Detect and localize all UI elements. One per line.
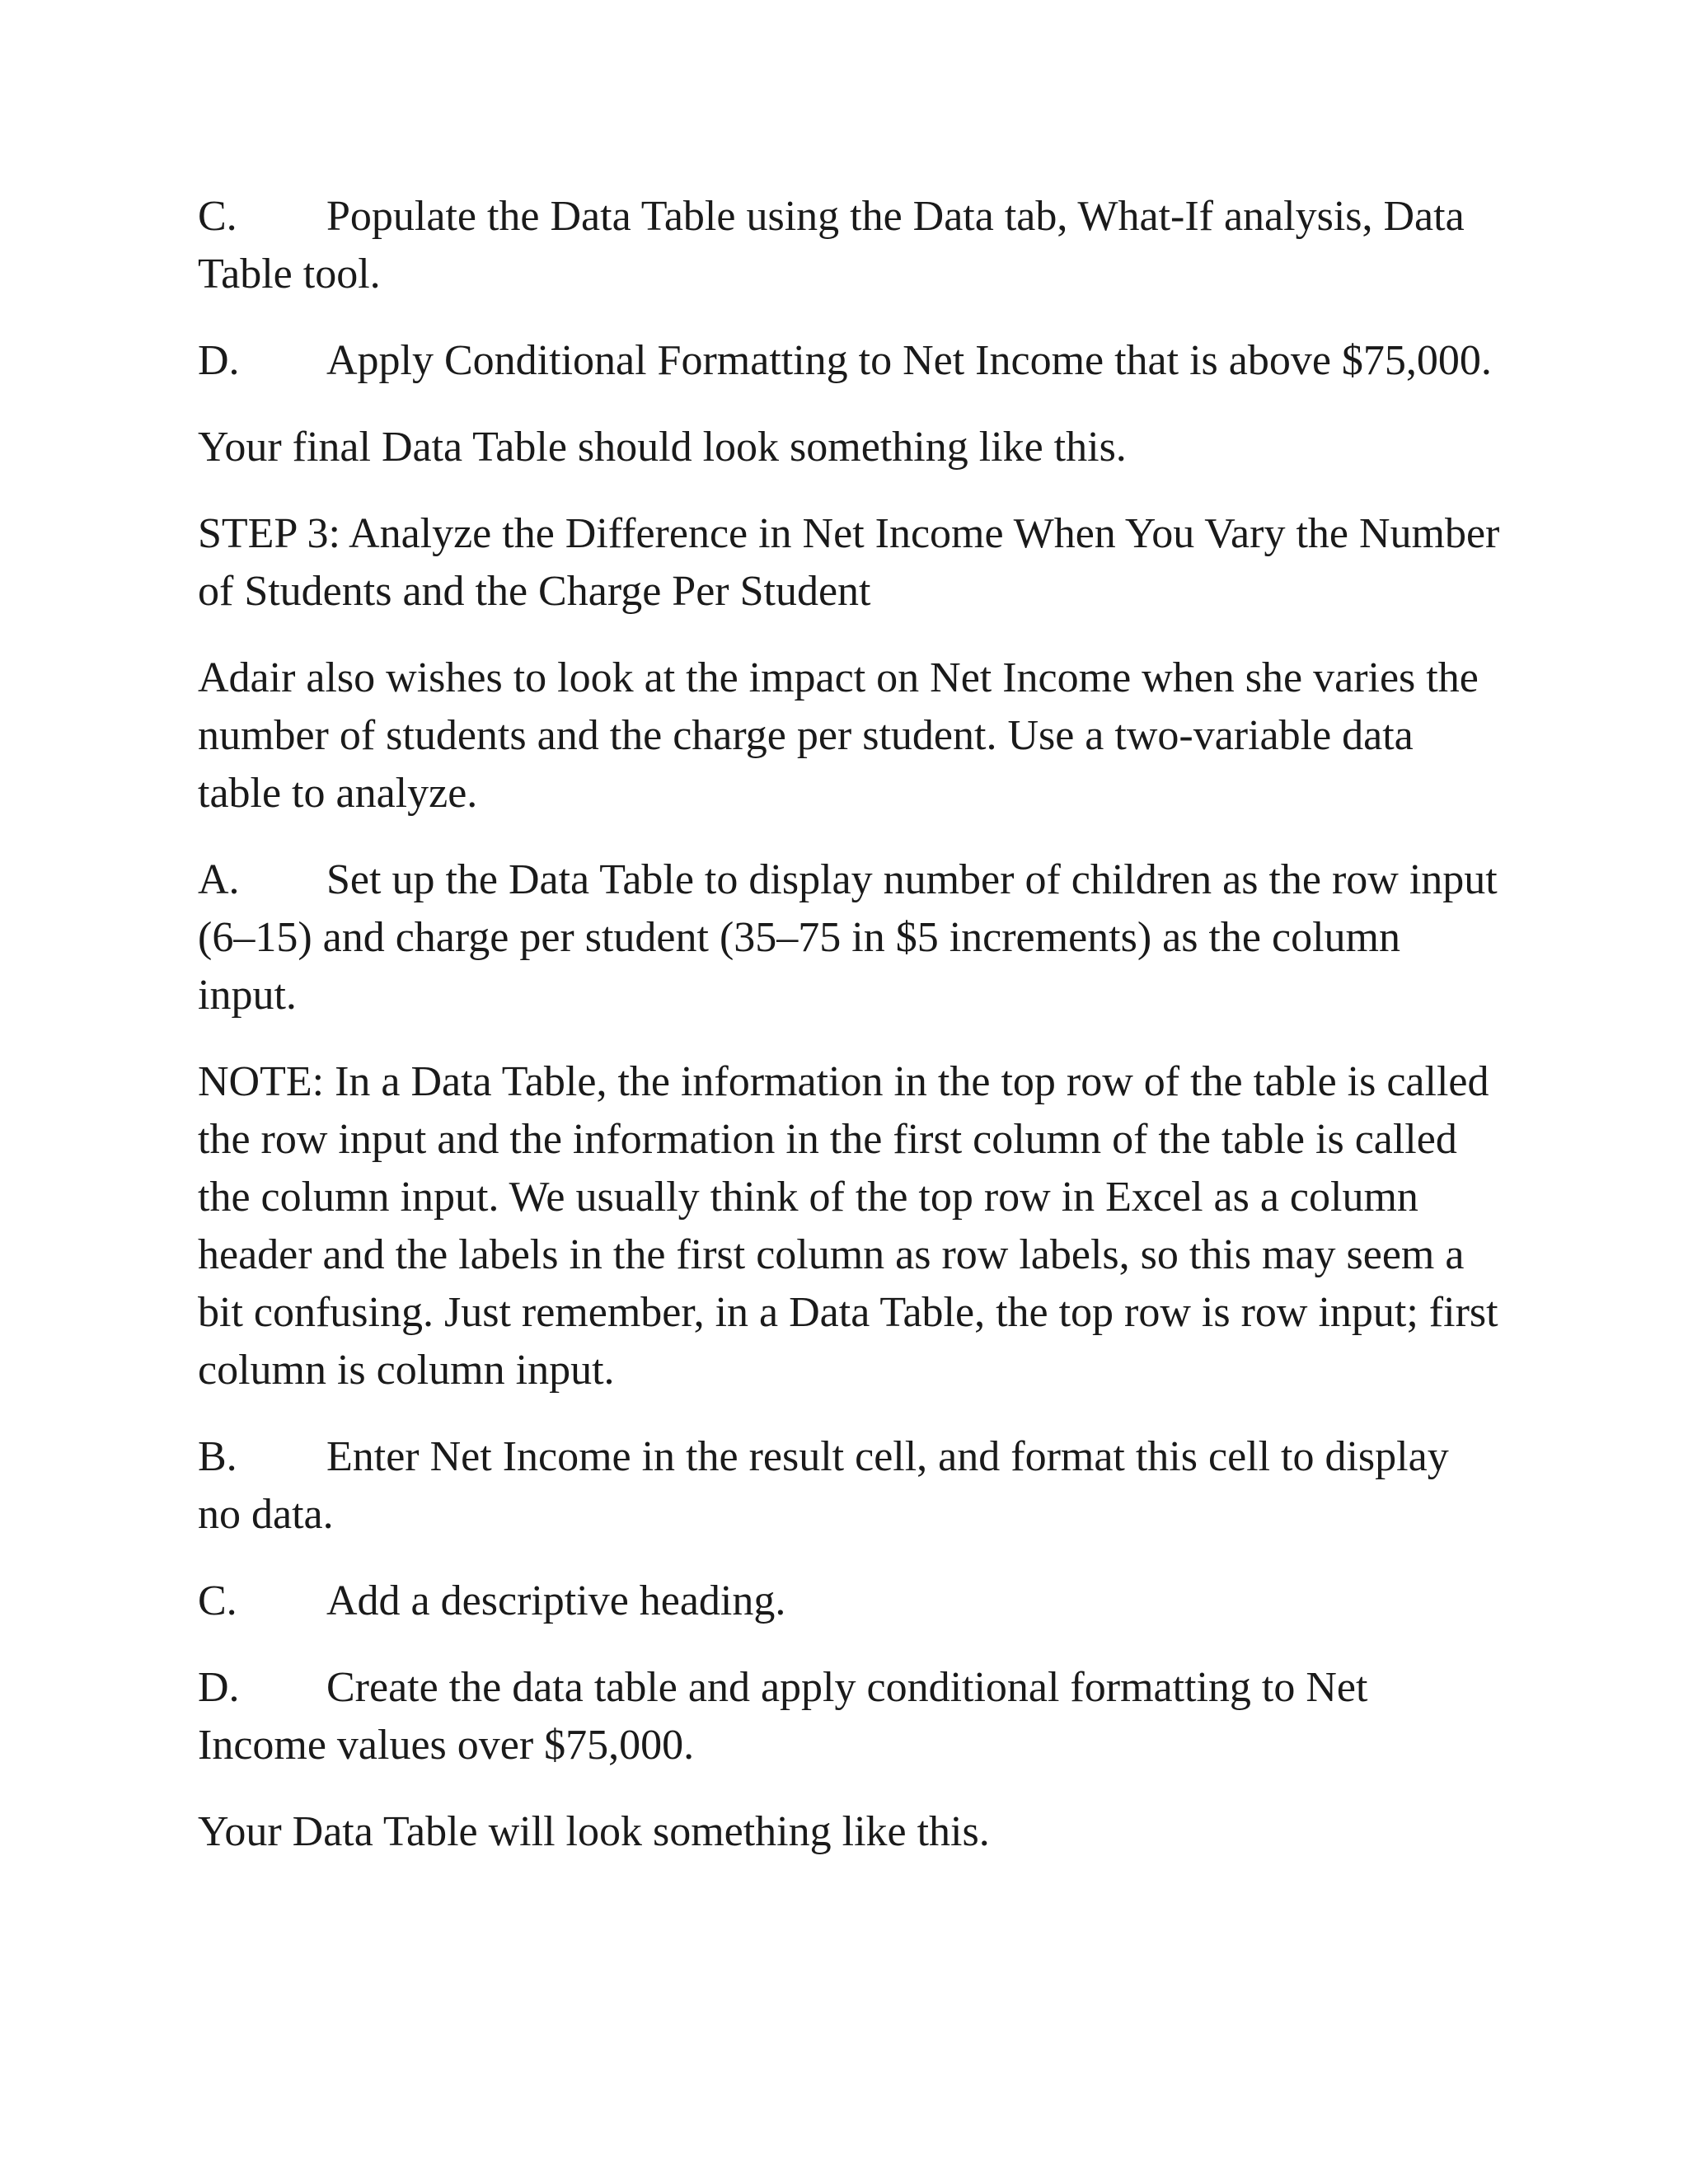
step-b-result-cell (198, 1428, 1500, 1544)
item-text: Create the data table and apply conditional formatting to Net Income values over $75,000. (198, 1664, 1368, 1769)
item-letter: A. (198, 856, 240, 903)
note-paragraph (198, 1053, 1500, 1399)
item-letter: D. (198, 337, 240, 384)
item-letter: D. (198, 1664, 240, 1711)
step-3-intro (198, 649, 1500, 823)
item-text: Your final Data Table should look something like this. (198, 424, 1127, 471)
item-text: Your Data Table will look something like this. (198, 1808, 990, 1855)
item-text: Populate the Data Table using the Data tab, What-If analysis, Data Table tool. (198, 193, 1465, 298)
document-page (198, 188, 1500, 1890)
step-c-populate (198, 188, 1500, 303)
step-c-heading (198, 1572, 1500, 1630)
step-d-conditional-formatting (198, 332, 1500, 390)
item-text: Set up the Data Table to display number of children as the row input (6–15) and charge per student (35–75 in $5 increments) as the column input. (198, 856, 1498, 1019)
closing-note (198, 1803, 1500, 1861)
item-text: Adair also wishes to look at the impact on Net Income when she varies the number of students and the charge per student. Use a two-variable data table to analyze. (198, 654, 1479, 817)
item-letter: C. (198, 1577, 237, 1624)
step-d-create-table (198, 1659, 1500, 1774)
step-a-setup (198, 851, 1500, 1024)
item-text: STEP 3: Analyze the Difference in Net Income When You Vary the Number of Students and the Charge Per Student (198, 510, 1500, 615)
item-text: Add a descriptive heading. (326, 1577, 786, 1624)
item-letter: C. (198, 193, 237, 240)
step-3-heading (198, 505, 1500, 621)
item-text: Enter Net Income in the result cell, and format this cell to display no data. (198, 1433, 1449, 1538)
item-text: NOTE: In a Data Table, the information in the top row of the table is called the row input and the information in the first column of the table is called the column input. We usually think of the top row in Excel as a column header and the labels in the first column as row labels, so this may seem a bit confusing. Just remember, in a Data Table, the top row is row input; first column is column input. (198, 1058, 1498, 1394)
final-table-note (198, 419, 1500, 476)
item-letter: B. (198, 1433, 237, 1480)
item-text: Apply Conditional Formatting to Net Income that is above $75,000. (326, 337, 1492, 384)
